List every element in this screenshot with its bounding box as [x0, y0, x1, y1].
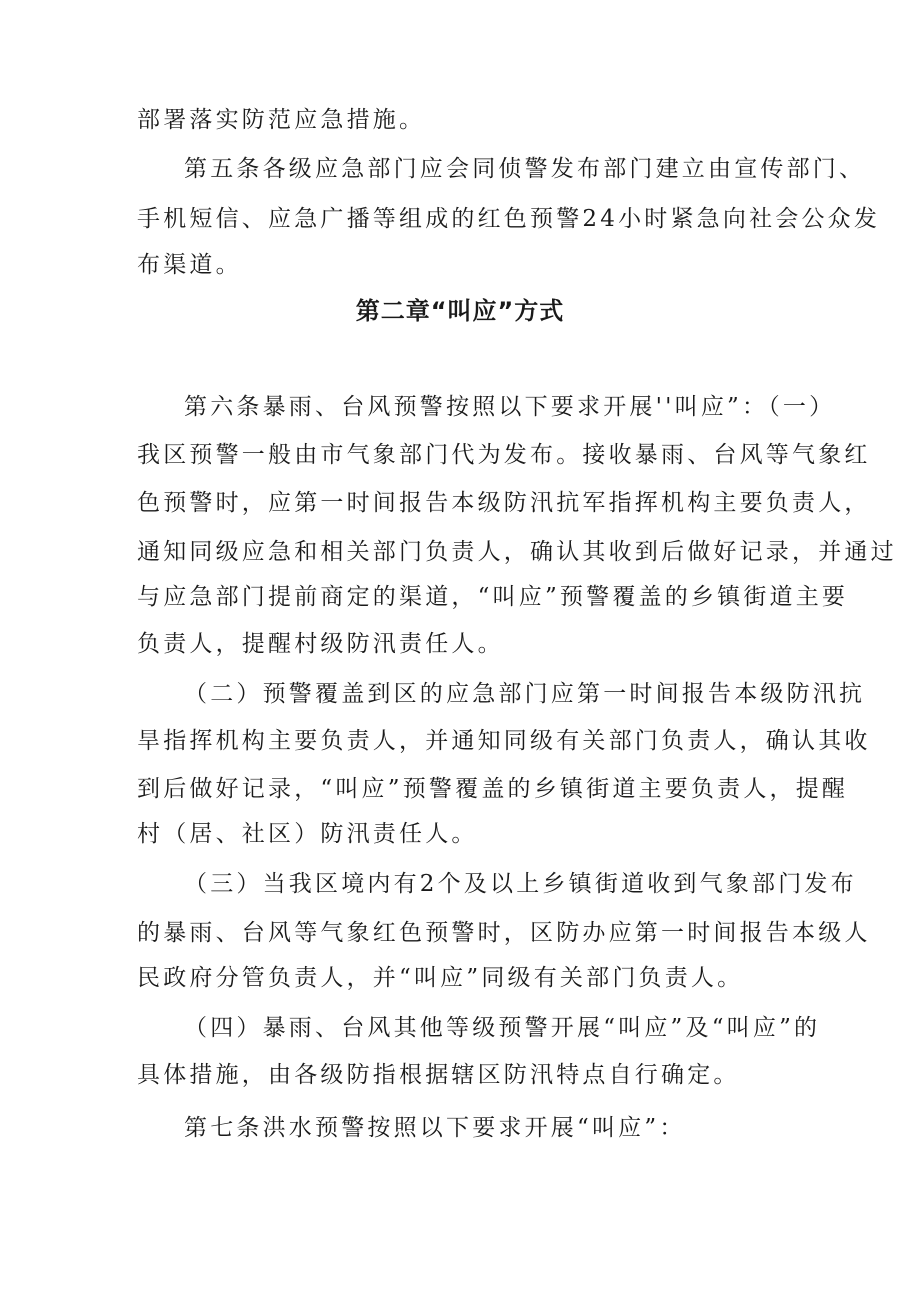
chapter-title: 第二章“叫应”方式 [355, 297, 565, 325]
article-6-line-5: 与应急部门提前商定的渠道，“叫应”预警覆盖的乡镇街道主要 [137, 584, 849, 610]
article-5-line-2: 手机短信、应急广播等组成的红色预警24小时紧急向社会公众发 [137, 206, 881, 232]
item-3-line-1: （三）当我区境内有2个及以上乡镇街道收到气象部门发布 [184, 871, 857, 897]
article-6-line-2: 我区预警一般由市气象部门代为发布。接收暴雨、台风等气象红 [137, 442, 871, 468]
item-2-line-4: 村（居、社区）防汛责任人。 [137, 821, 478, 847]
top-paragraph-line-1: 部署落实防范应急措施。 [137, 107, 426, 133]
article-6-line-4: 通知同级应急和相关部门负责人，确认其收到后做好记录，并通过 [137, 539, 897, 565]
article-6-line-3: 色预警时，应第一时间报告本级防汛抗军指挥机构主要负责人， [137, 490, 871, 516]
article-6-line-1: 第六条暴雨、台风预警按照以下要求开展''叫应”：（一） [184, 394, 836, 420]
item-2-line-1: （二）预警覆盖到区的应急部门应第一时间报告本级防汛抗 [184, 681, 866, 707]
item-2-line-2: 旱指挥机构主要负责人，并通知同级有关部门负责人，确认其收 [137, 728, 871, 754]
item-3-line-2: 的暴雨、台风等气象红色预警时，区防办应第一时间报告本级人 [137, 920, 871, 946]
item-4-line-2: 具体措施，由各级防指根据辖区防汛特点自行确定。 [137, 1062, 740, 1088]
item-4-line-1: （四）暴雨、台风其他等级预警开展“叫应”及“叫应”的 [184, 1015, 821, 1041]
article-5-line-3: 布渠道。 [137, 252, 242, 278]
article-6-line-6: 负责人，提醒村级防汛责任人。 [137, 631, 504, 657]
item-2-line-3: 到后做好记录，“叫应”预警覆盖的乡镇街道主要负责人，提醒 [137, 776, 849, 802]
article-7-line-1: 第七条洪水预警按照以下要求开展“叫应”： [184, 1115, 686, 1141]
article-5-line-1: 第五条各级应急部门应会同侦警发布部门建立由宣传部门、 [184, 156, 866, 182]
item-3-line-3: 民政府分管负责人，并“叫应”同级有关部门负责人。 [137, 965, 744, 991]
